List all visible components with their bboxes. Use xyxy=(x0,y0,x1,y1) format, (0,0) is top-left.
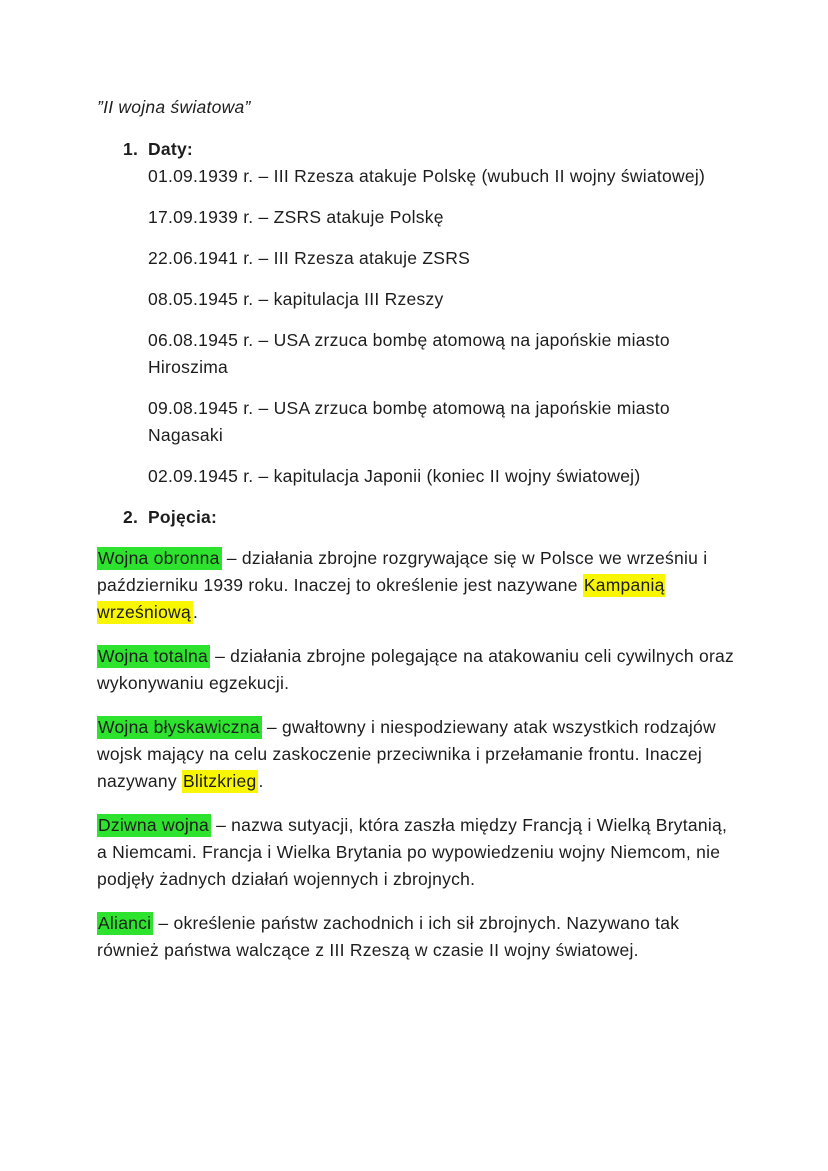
date-entry: 08.05.1945 r. – kapitulacja III Rzeszy xyxy=(148,289,444,309)
highlighted-term-yellow: Kampanią wrześniową xyxy=(97,575,665,622)
date-entry: 02.09.1945 r. – kapitulacja Japonii (koniec II wojny światowej) xyxy=(148,466,641,486)
definition-text: . xyxy=(192,602,199,622)
definition-text: – gwałtowny i niespodziewany atak wszystkich rodzajów wojsk mający na celu zaskoczenie przeciwnika i przełamanie frontu. Inaczej nazywany xyxy=(97,717,716,791)
highlighted-term-green: Alianci xyxy=(98,913,152,933)
date-entry: 09.08.1945 r. – USA zrzuca bombę atomową na japońskie miasto Nagasaki xyxy=(148,398,670,445)
section-heading-label: Pojęcia: xyxy=(148,507,218,527)
date-entry: 06.08.1945 r. – USA zrzuca bombę atomową na japońskie miasto Hiroszima xyxy=(148,330,670,377)
document-title: ”II wojna światowa” xyxy=(97,97,251,117)
definition-paragraph xyxy=(97,910,737,964)
definitions-list xyxy=(97,545,737,964)
list-number: 2. xyxy=(123,507,139,527)
definition-paragraph xyxy=(97,714,737,795)
date-entry: 01.09.1939 r. – III Rzesza atakuje Polskę (wubuch II wojny światowej) xyxy=(148,166,706,186)
date-entry: 17.09.1939 r. – ZSRS atakuje Polskę xyxy=(148,207,444,227)
list-number: 1. xyxy=(123,139,139,159)
definition-paragraph xyxy=(97,812,737,893)
dates-list xyxy=(148,163,737,490)
section-heading-daty xyxy=(123,136,737,163)
section-heading-label: Daty: xyxy=(148,139,194,159)
highlighted-term-green: Wojna obronna xyxy=(98,548,220,568)
definition-text: . xyxy=(258,771,264,791)
definition-text: – nazwa sutyacji, która zaszła między Francją i Wielką Brytanią, a Niemcami. Francja i Wielka Brytania po wypowiedzeniu wojny Niemcom, nie podjęły żadnych działań wojennych i zbrojnych. xyxy=(97,815,728,889)
section-heading-pojecia xyxy=(123,504,737,531)
definition-text: – określenie państw zachodnich i ich sił zbrojnych. Nazywano tak również państwa walczące z III Rzeszą w czasie II wojny światowej. xyxy=(97,913,680,960)
date-entry: 22.06.1941 r. – III Rzesza atakuje ZSRS xyxy=(148,248,471,268)
highlighted-term-green: Dziwna wojna xyxy=(98,815,209,835)
highlighted-term-green: Wojna błyskawiczna xyxy=(98,717,260,737)
definition-text: – działania zbrojne polegające na atakowaniu celi cywilnych oraz wykonywaniu egzekucji. xyxy=(97,646,735,693)
highlighted-term-yellow: Blitzkrieg xyxy=(182,771,257,791)
definition-paragraph xyxy=(97,545,737,626)
definition-text: – działania zbrojne rozgrywające się w Polsce we wrześniu i październiku 1939 roku. Inaczej to określenie jest nazywane xyxy=(97,548,708,595)
definition-paragraph xyxy=(97,643,737,697)
highlighted-term-green: Wojna totalna xyxy=(98,646,208,666)
